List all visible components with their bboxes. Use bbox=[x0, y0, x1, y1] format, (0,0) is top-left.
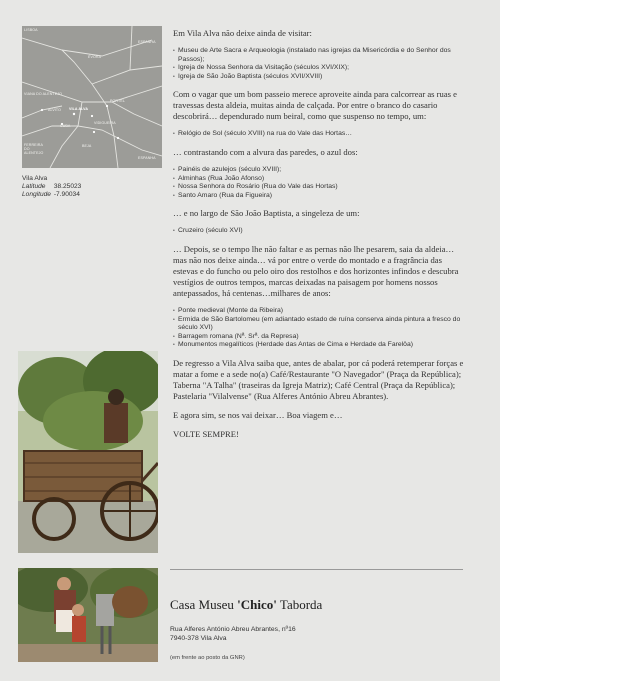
list-item: • Igreja de Nossa Senhora da Visitação (séculos XVI/XIX); bbox=[173, 64, 468, 73]
cross-paragraph: … e no largo de São João Baptista, a singeleza de um: bbox=[173, 208, 360, 219]
list-item: • Painéis de azulejos (século XVIII); bbox=[173, 166, 468, 175]
museum-figures-photo bbox=[18, 568, 158, 662]
ox-cart-illustration bbox=[18, 351, 158, 553]
countryside-paragraph: … Depois, se o tempo lhe não faltar e as pernas não lhe pesarem, saia da aldeia… mas não nos deixe ainda… vá por entre o verde do montado e a fragrância das estevas e do funcho ou pelo oiro dos restolhos e dos horizontes infindos e descubra vestígios de outros tempos, marcas deixadas na paisagem por homens nossos antepassados, há centenas…milhares de anos: bbox=[173, 243, 459, 298]
latitude-label: Latitude bbox=[22, 183, 46, 190]
main-text-column bbox=[173, 28, 468, 448]
address-line-2: 7940-378 Vila Alva bbox=[170, 635, 227, 642]
museum-title bbox=[170, 597, 322, 613]
coordinates-block bbox=[22, 175, 81, 199]
food-paragraph: De regresso a Vila Alva saiba que, antes de abalar, por cá poderá retemperar forças e matar a fome e a sede no(a) Café/Restaurante "O Navegador" (Praça da República); Taberna "A Talha" (traseiras da Igreja Matriz); Café Central (Praça da República); Pastelaria "Vilalvense" (Rua Alferes António Abreu Abrantes). bbox=[173, 357, 464, 401]
list-item: • Museu de Arte Sacra e Arqueologia (instalado nas igrejas da Misericórdia e do Senhor dos Passos); bbox=[173, 47, 468, 64]
longitude-value: -7.90034 bbox=[53, 191, 80, 198]
heritage-list bbox=[173, 307, 468, 350]
map-label-espanha-top: ESPANHA bbox=[138, 40, 156, 44]
list-item: • Santo Amaro (Rua da Figueira) bbox=[173, 192, 468, 201]
list-item: • Alminhas (Rua João Afonso) bbox=[173, 175, 468, 184]
list-item: • Igreja de São João Baptista (séculos XVII/XVIII) bbox=[173, 73, 468, 82]
museum-title-nickname: 'Chico' bbox=[237, 597, 277, 612]
map-label-evora: ÉVORA bbox=[88, 55, 102, 59]
list-item: • Nossa Senhora do Rosário (Rua do Vale das Hortas) bbox=[173, 183, 468, 192]
map-label-vidigueira: VIDIGUEIRA bbox=[94, 121, 116, 125]
map-label-portel: PORTEL bbox=[110, 99, 125, 103]
museum-title-post: Taborda bbox=[276, 597, 323, 612]
monuments-list bbox=[173, 47, 468, 81]
cross-list bbox=[173, 227, 468, 236]
address-line-1: Rua Alferes António Abreu Abrantes, nº16 bbox=[170, 626, 296, 633]
location-map bbox=[22, 26, 162, 168]
list-item: • Cruzeiro (século XVI) bbox=[173, 227, 468, 236]
list-item: • Barragem romana (Nª. Srª. da Represa) bbox=[173, 333, 468, 342]
map-label-ferreira: FERREIRA DO ALENTEJO bbox=[24, 143, 44, 155]
tiles-list bbox=[173, 166, 468, 200]
list-item: • Ponte medieval (Monte da Ribeira) bbox=[173, 307, 468, 316]
map-label-beja: BEJA bbox=[82, 144, 92, 148]
museum-figures-illustration bbox=[18, 568, 158, 662]
map-label-lisboa: LISBOA bbox=[24, 28, 38, 32]
tiles-paragraph: … contrastando com a alvura das paredes, o azul dos: bbox=[173, 146, 358, 157]
walk-paragraph: Com o vagar que um bom passeio merece aproveite ainda para calcorrear as ruas e travessas desta aldeia, muitas ainda de calçada. Por entre o branco do casario descobrirá… dependurado num beiral, como que suspenso no tempo, um: bbox=[173, 89, 457, 122]
map-label-cuba: CUBA bbox=[60, 124, 71, 128]
sundial-list bbox=[173, 130, 468, 139]
map-label-espanha-bottom: ESPANHA bbox=[138, 156, 156, 160]
list-item: • Ermida de São Bartolomeu (em adiantado estado de ruína conserva ainda pintura a fresco do século XVI) bbox=[173, 316, 468, 333]
latitude-row bbox=[22, 183, 81, 191]
location-name: Vila Alva bbox=[22, 175, 48, 182]
come-back-text: VOLTE SEMPRE! bbox=[173, 428, 239, 439]
latitude-value: 38.25023 bbox=[53, 183, 82, 190]
ox-cart-photo bbox=[18, 351, 158, 553]
museum-address bbox=[170, 625, 296, 643]
address-note: (em frente ao posto da GNR) bbox=[170, 655, 245, 661]
museum-title-pre: Casa Museu bbox=[170, 597, 238, 612]
map-label-viana: VIANA DO ALENTEJO bbox=[24, 92, 63, 96]
intro-paragraph: Em Vila Alva não deixe ainda de visitar: bbox=[173, 28, 312, 38]
longitude-label: Longitude bbox=[22, 191, 51, 198]
farewell-paragraph: E agora sim, se nos vai deixar… Boa viagem e… bbox=[173, 409, 343, 420]
map-label-alvito: ALVITO bbox=[48, 108, 62, 112]
list-item: • Monumentos megalíticos (Herdade das Antas de Cima e Herdade da Farelôa) bbox=[173, 341, 468, 350]
map-label-vila-alva: VILA ALVA bbox=[69, 107, 89, 111]
list-item: • Relógio de Sol (século XVIII) na rua do Vale das Hortas… bbox=[173, 130, 468, 139]
divider bbox=[170, 569, 463, 570]
longitude-row bbox=[22, 191, 81, 199]
